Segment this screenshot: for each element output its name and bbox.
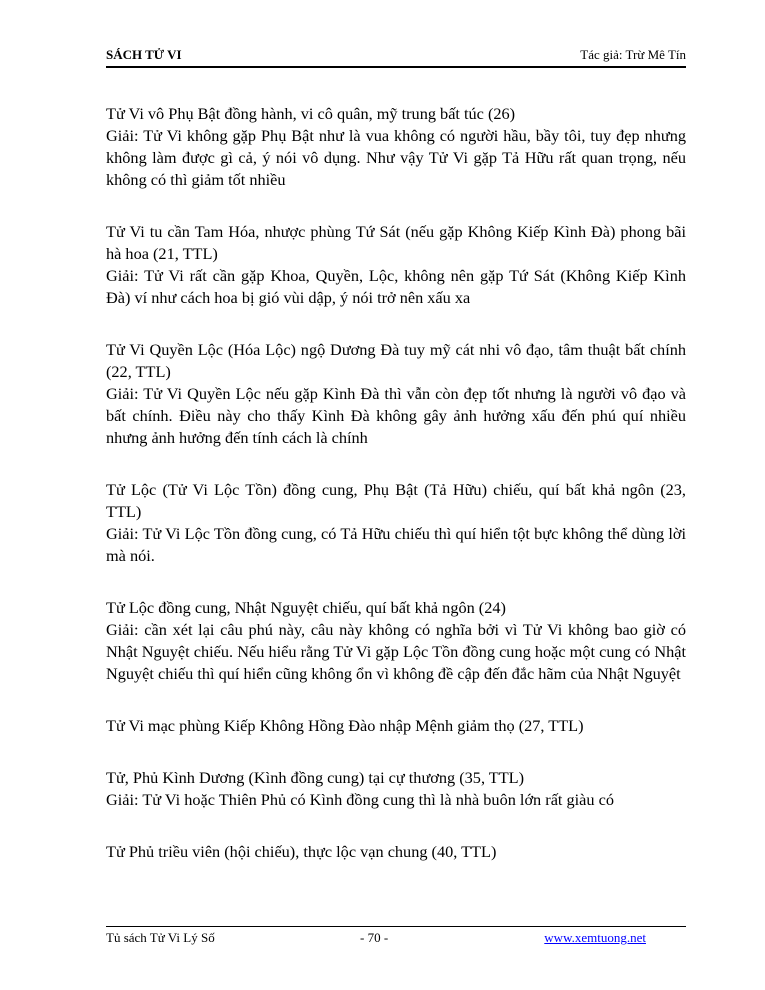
verse-text: Tử Vi vô Phụ Bật đồng hành, vi cô quân, mỹ trung bất túc (26): [106, 104, 516, 123]
verse-entry-4: [106, 479, 686, 567]
verse-entry-2: [106, 221, 686, 309]
book-title: SÁCH TỬ VI: [106, 47, 182, 62]
verse-explanation: Giải: Tử Vi rất cần gặp Khoa, Quyền, Lộc, không nên gặp Tứ Sát (Không Kiếp Kình Đà) ví như cách hoa bị gió vùi dập, ý nói trở nên xấu xa: [106, 266, 686, 307]
verse-entry-3: [106, 339, 686, 449]
website-link[interactable]: www.xemtuong.net: [544, 930, 646, 945]
verse-text: Tử Phủ triều viên (hội chiếu), thực lộc vạn chung (40, TTL): [106, 842, 497, 861]
page-number: - 70 -: [360, 930, 389, 945]
verse-explanation: Giải: Tử Vi Lộc Tồn đồng cung, có Tả Hữu chiếu thì quí hiển tột bực không thể dùng lời mà nói.: [106, 524, 686, 565]
series-name: Tủ sách Tử Vi Lý Số: [106, 930, 215, 945]
verse-explanation: Giải: Tử Vi không gặp Phụ Bật như là vua không có người hầu, bầy tôi, tuy đẹp nhưng không làm được gì cả, ý nói vô dụng. Như vậy Tử Vi gặp Tả Hữu rất quan trọng, nếu không có thì giảm tốt nhiều: [106, 126, 686, 189]
verse-entry-8: [106, 841, 686, 863]
page-footer: [106, 926, 686, 953]
verse-entry-7: [106, 767, 686, 811]
page-content: [106, 103, 686, 893]
verse-text: Tử Vi tu cần Tam Hóa, nhược phùng Tứ Sát (nếu gặp Không Kiếp Kình Đà) phong bãi hà hoa (21, TTL): [106, 222, 686, 263]
verse-text: Tử, Phủ Kình Dương (Kình đồng cung) tại cự thương (35, TTL): [106, 768, 525, 787]
verse-explanation: Giải: cần xét lại câu phú này, câu này không có nghĩa bởi vì Tử Vi không bao giờ có Nhật Nguyệt chiếu. Nếu hiểu rằng Tử Vi gặp Lộc Tồn đồng cung hoặc một cung có Nhật Nguyệt chiếu thì quí hiển cũng không ổn vì không đề cập đến đắc hãm của Nhật Nguyệt: [106, 620, 686, 683]
verse-explanation: Giải: Tử Vi hoặc Thiên Phủ có Kình đồng cung thì là nhà buôn lớn rất giàu có: [106, 790, 614, 809]
verse-text: Tử Lộc đồng cung, Nhật Nguyệt chiếu, quí bất khả ngôn (24): [106, 598, 506, 617]
verse-entry-5: [106, 597, 686, 685]
verse-entry-6: [106, 715, 686, 737]
page-header: [106, 44, 686, 68]
verse-explanation: Giải: Tử Vi Quyền Lộc nếu gặp Kình Đà thì vẫn còn đẹp tốt nhưng là người vô đạo và bất chính. Điều này cho thấy Kình Đà không gây ảnh hưởng xấu đến phú quí nhiều nhưng ảnh hưởng đến tính cách là chính: [106, 384, 686, 447]
verse-text: Tử Lộc (Tử Vi Lộc Tồn) đồng cung, Phụ Bật (Tả Hữu) chiếu, quí bất khả ngôn (23, TTL): [106, 480, 686, 521]
author-label: Tác giả: Trừ Mê Tín: [580, 47, 686, 62]
verse-entry-1: [106, 103, 686, 191]
verse-text: Tử Vi Quyền Lộc (Hóa Lộc) ngộ Dương Đà tuy mỹ cát nhi vô đạo, tâm thuật bất chính (22, TTL): [106, 340, 686, 381]
verse-text: Tử Vi mạc phùng Kiếp Không Hồng Đào nhập Mệnh giảm thọ (27, TTL): [106, 716, 584, 735]
